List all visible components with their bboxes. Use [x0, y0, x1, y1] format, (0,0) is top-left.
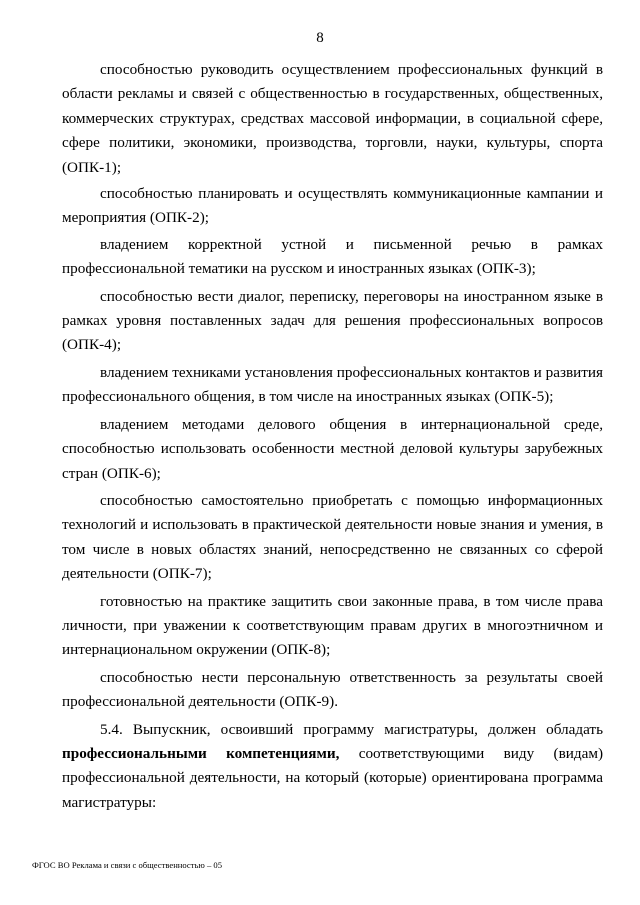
competency-paragraph-opk-4: способностью вести диалог, переписку, переговоры на иностранном языке в рамках уровня поставленных задач для решения профессиональных вопросов (ОПК-4);: [62, 287, 603, 354]
competency-paragraph-opk-6: владением методами делового общения в интернациональной среде, способностью использовать особенности местной деловой культуры зарубежных стран (ОПК-6);: [62, 415, 603, 482]
section-5-4-continuation: соответствующими виду (видам) профессиональной деятельности, на который (которые) ориентирована программа магистратуры:: [62, 744, 604, 811]
competency-paragraph-opk-2: способностью планировать и осуществлять коммуникационные кампании и мероприятия (ОПК-2);: [62, 185, 603, 227]
professional-competencies-term: профессиональными компетенциями,: [62, 744, 340, 762]
competency-paragraph-opk-9: способностью нести персональную ответственность за результаты своей профессиональной деятельности (ОПК-9).: [62, 668, 603, 711]
competency-paragraph-opk-8: готовностью на практике защитить свои законные права, в том числе права личности, при уважении к соответствующим правам других в многоэтничном и интернациональном окружении (ОПК-8);: [62, 592, 603, 659]
page-number: 8: [316, 30, 324, 46]
section-5-4-intro: 5.4. Выпускник, освоивший программу магистратуры, должен обладать: [100, 720, 603, 738]
section-5-4-paragraph: [62, 718, 603, 816]
competency-paragraph-opk-3: владением корректной устной и письменной речью в рамках профессиональной тематики на русском и иностранных языках (ОПК-3);: [62, 235, 603, 278]
document-footer: ФГОС ВО Реклама и связи с общественностью – 05: [32, 860, 222, 870]
competency-paragraph-opk-7: способностью самостоятельно приобретать с помощью информационных технологий и использовать в практической деятельности новые знания и умения, в том числе в новых областях знаний, непосредственно не связанных со сферой деятельности (ОПК-7);: [62, 491, 603, 583]
competency-paragraph-opk-1: способностью руководить осуществлением профессиональных функций в области рекламы и связей с общественностью в государственных, общественных, коммерческих структурах, средствах массовой информации, в социальной сфере, сфере политики, экономики, производства, торговли, науки, культуры, спорта (ОПК-1);: [62, 61, 603, 176]
competency-paragraph-opk-5: владением техниками установления профессиональных контактов и развития профессионального общения, в том числе на иностранных языках (ОПК-5);: [62, 363, 603, 406]
document-body: [62, 58, 603, 815]
